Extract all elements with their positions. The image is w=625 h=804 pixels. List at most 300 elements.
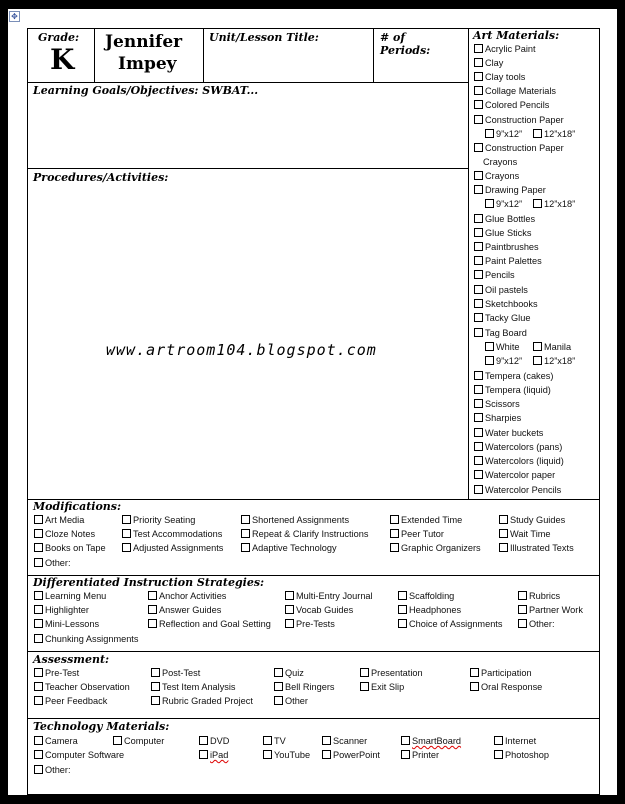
checkbox-item-cloze-notes[interactable] — [34, 529, 95, 540]
checkbox-label: Tacky Glue — [485, 313, 531, 323]
checkbox-item-oral-response[interactable] — [470, 682, 542, 693]
checkbox-item-other[interactable] — [34, 765, 71, 776]
divider — [94, 28, 95, 82]
checkbox-item-quiz[interactable] — [274, 668, 304, 679]
checkbox[interactable] — [390, 529, 399, 538]
checkbox-item-printer[interactable] — [401, 750, 439, 761]
checkbox-label: Teacher Observation — [45, 682, 130, 692]
divider — [27, 82, 468, 83]
checkbox-label: Tag Board — [485, 328, 527, 338]
checkbox-item-answer-guides[interactable] — [148, 605, 221, 616]
checkbox-label: Other: — [45, 558, 71, 568]
checkbox[interactable] — [494, 736, 503, 745]
checkbox-item-12-x18[interactable] — [533, 356, 575, 367]
checkbox-label: Exit Slip — [371, 682, 405, 692]
checkbox-item-shortened-assignments[interactable] — [241, 515, 349, 526]
checkbox[interactable] — [151, 696, 160, 705]
checkbox-item-mini-lessons[interactable] — [34, 619, 99, 630]
checkbox-label: Anchor Activities — [159, 591, 227, 601]
checkbox-label: 12”x18” — [544, 129, 576, 139]
checkbox[interactable] — [474, 86, 483, 95]
checkbox[interactable] — [474, 256, 483, 265]
checkbox-label: Watercolor Pencils — [485, 485, 562, 495]
checkbox-item-watercolors-pans[interactable] — [474, 442, 562, 453]
periods-label-2: Periods: — [380, 44, 431, 57]
checkbox-label: Clay tools — [485, 72, 526, 82]
checkbox-label: Paintbrushes — [485, 242, 539, 252]
checkbox[interactable] — [285, 591, 294, 600]
checkbox-label: Graphic Organizers — [401, 543, 481, 553]
checkbox-label: Photoshop — [505, 750, 549, 760]
checkbox[interactable] — [474, 100, 483, 109]
teacher-first-name[interactable]: Jennifer — [105, 32, 183, 52]
grade-label: Grade: — [38, 31, 80, 44]
checkbox[interactable] — [499, 529, 508, 538]
grade-value[interactable]: K — [50, 43, 75, 76]
checkbox-item-vocab-guides[interactable] — [285, 605, 353, 616]
checkbox[interactable] — [34, 515, 43, 524]
checkbox-label: Other: — [45, 765, 71, 775]
checkbox-item-study-guides[interactable] — [499, 515, 565, 526]
checkbox-item-9-x12[interactable] — [485, 199, 522, 210]
checkbox-label: Oral Response — [481, 682, 543, 692]
checkbox-item-illustrated-texts[interactable] — [499, 543, 574, 554]
checkbox[interactable] — [474, 242, 483, 251]
checkbox[interactable] — [474, 185, 483, 194]
checkbox-label: Presentation — [371, 668, 423, 678]
checkbox-item-glue-bottles[interactable] — [474, 214, 535, 225]
checkbox-item-paintbrushes[interactable] — [474, 242, 539, 253]
checkbox-item-tempera-liquid[interactable] — [474, 385, 551, 396]
checkbox-label: 12”x18” — [544, 199, 576, 209]
checkbox[interactable] — [390, 515, 399, 524]
checkbox-label: Bell Ringers — [285, 682, 335, 692]
checkbox[interactable] — [122, 529, 131, 538]
checkbox[interactable] — [322, 750, 331, 759]
checkbox-label: Oil pastels — [485, 285, 528, 295]
checkbox-label: Tempera (liquid) — [485, 385, 551, 395]
checkbox-item-ipad[interactable] — [199, 750, 228, 761]
checkbox-label: Choice of Assignments — [409, 619, 503, 629]
checkbox-item-teacher-observation[interactable] — [34, 682, 130, 693]
checkbox[interactable] — [151, 682, 160, 691]
checkbox[interactable] — [474, 313, 483, 322]
checkbox-label: Peer Tutor — [401, 529, 444, 539]
divider — [27, 651, 600, 652]
checkbox[interactable] — [474, 299, 483, 308]
checkbox-label: Headphones — [409, 605, 462, 615]
divider — [27, 718, 600, 719]
checkbox[interactable] — [474, 456, 483, 465]
checkbox-label: Watercolor paper — [485, 470, 556, 480]
checkbox-label: Answer Guides — [159, 605, 222, 615]
checkbox[interactable] — [485, 129, 494, 138]
checkbox[interactable] — [401, 750, 410, 759]
checkbox-item-repeat-clarify-instructions[interactable] — [241, 529, 368, 540]
checkbox-item-learning-menu[interactable] — [34, 591, 106, 602]
checkbox-item-reflection-and-goal-setting[interactable] — [148, 619, 271, 630]
checkbox[interactable] — [474, 270, 483, 279]
checkbox-label: Test Item Analysis — [162, 682, 236, 692]
checkbox-item-white[interactable] — [485, 342, 520, 353]
checkbox-item-participation[interactable] — [470, 668, 532, 679]
checkbox-item-computer[interactable] — [113, 736, 164, 747]
checkbox-label: Glue Bottles — [485, 214, 536, 224]
checkbox-label: Partner Work — [529, 605, 583, 615]
divider — [27, 168, 468, 169]
checkbox[interactable] — [470, 668, 479, 677]
checkbox-item-watercolor-pencils[interactable] — [474, 485, 561, 496]
checkbox[interactable] — [474, 143, 483, 152]
checkbox-item-other[interactable] — [274, 696, 308, 707]
periods-label: # of — [380, 31, 406, 44]
checkbox[interactable] — [34, 558, 43, 567]
checkbox-item-post-test[interactable] — [151, 668, 200, 679]
checkbox-item-acrylic-paint[interactable] — [474, 44, 536, 55]
checkbox-label: Books on Tape — [45, 543, 106, 553]
checkbox-item-crayons[interactable] — [474, 171, 519, 182]
checkbox-label: Rubrics — [529, 591, 561, 601]
checkbox[interactable] — [533, 199, 542, 208]
checkbox[interactable] — [34, 668, 43, 677]
checkbox-item-exit-slip[interactable] — [360, 682, 404, 693]
learning-goals-heading: Learning Goals/Objectives: SWBAT... — [33, 84, 259, 97]
checkbox[interactable] — [474, 442, 483, 451]
checkbox-item-glue-sticks[interactable] — [474, 228, 531, 239]
checkbox-label: Adjusted Assignments — [133, 543, 224, 553]
checkbox-item-computer-software[interactable] — [34, 750, 124, 761]
checkbox[interactable] — [263, 750, 272, 759]
checkbox[interactable] — [148, 619, 157, 628]
assessment-heading: Assessment: — [33, 653, 110, 666]
checkbox[interactable] — [401, 736, 410, 745]
checkbox-item-test-item-analysis[interactable] — [151, 682, 236, 693]
checkbox-item-sharpies[interactable] — [474, 413, 521, 424]
checkbox-item-internet[interactable] — [494, 736, 536, 747]
checkbox-item-manila[interactable] — [533, 342, 571, 353]
blog-watermark: www.artroom104.blogspot.com — [106, 341, 377, 359]
checkbox-label: Vocab Guides — [296, 605, 354, 615]
checkbox-label: DVD — [210, 736, 230, 746]
checkbox-item-9-x12[interactable] — [485, 129, 522, 140]
checkbox-item-tempera-cakes[interactable] — [474, 371, 553, 382]
checkbox[interactable] — [274, 682, 283, 691]
checkbox[interactable] — [151, 668, 160, 677]
checkbox-item-scissors[interactable] — [474, 399, 520, 410]
checkbox-label: Scissors — [485, 399, 520, 409]
checkbox-label: Computer Software — [45, 750, 125, 760]
checkbox-item-test-accommodations[interactable] — [122, 529, 222, 540]
checkbox[interactable] — [34, 543, 43, 552]
checkbox-item-rubric-graded-project[interactable] — [151, 696, 253, 707]
checkbox[interactable] — [34, 591, 43, 600]
checkbox-label: Manila — [544, 342, 572, 352]
checkbox[interactable] — [494, 750, 503, 759]
checkbox-item-construction-paper[interactable] — [474, 115, 564, 126]
divider — [468, 28, 469, 499]
checkbox-item-youtube[interactable] — [263, 750, 310, 761]
checkbox-label: Collage Materials — [485, 86, 556, 96]
checkbox-item-graphic-organizers[interactable] — [390, 543, 481, 554]
checkbox[interactable] — [241, 543, 250, 552]
checkbox-item-collage-materials[interactable] — [474, 86, 556, 97]
checkbox-item-adaptive-technology[interactable] — [241, 543, 337, 554]
checkbox-item-adjusted-assignments[interactable] — [122, 543, 223, 554]
checkbox-item-water-buckets[interactable] — [474, 428, 543, 439]
modifications-heading: Modifications: — [33, 500, 122, 513]
checkbox-label: Quiz — [285, 668, 304, 678]
checkbox[interactable] — [360, 682, 369, 691]
checkbox-item-construction-paper[interactable] — [474, 143, 564, 154]
checkbox-label: iPad — [210, 750, 229, 760]
unit-lesson-title-label: Unit/Lesson Title: — [209, 31, 319, 44]
checkbox[interactable] — [474, 428, 483, 437]
checkbox[interactable] — [34, 529, 43, 538]
checkbox[interactable] — [474, 413, 483, 422]
checkbox-item-anchor-activities[interactable] — [148, 591, 226, 602]
checkbox[interactable] — [474, 285, 483, 294]
checkbox-item-pencils[interactable] — [474, 270, 515, 281]
checkbox-label: Scanner — [333, 736, 368, 746]
checkbox[interactable] — [34, 736, 43, 745]
teacher-last-name[interactable]: Impey — [118, 54, 177, 74]
checkbox[interactable] — [474, 44, 483, 53]
checkbox-label: Camera — [45, 736, 78, 746]
checkbox-item-rubrics[interactable] — [518, 591, 560, 602]
checkbox-item-scaffolding[interactable] — [398, 591, 454, 602]
checkbox[interactable] — [518, 605, 527, 614]
checkbox-label: Chunking Assignments — [45, 634, 139, 644]
checkbox-item-other[interactable] — [518, 619, 555, 630]
checkbox[interactable] — [148, 591, 157, 600]
differentiated-heading: Differentiated Instruction Strategies: — [33, 576, 265, 589]
checkbox-item-powerpoint[interactable] — [322, 750, 380, 761]
checkbox[interactable] — [285, 605, 294, 614]
checkbox-label: Internet — [505, 736, 537, 746]
checkbox-item-wait-time[interactable] — [499, 529, 551, 540]
checkbox-label: Pre-Test — [45, 668, 80, 678]
checkbox[interactable] — [485, 342, 494, 351]
technology-heading: Technology Materials: — [33, 720, 170, 733]
checkbox[interactable] — [474, 228, 483, 237]
checkbox-label: Acrylic Paint — [485, 44, 536, 54]
checkbox-item-extended-time[interactable] — [390, 515, 462, 526]
checkbox-item-headphones[interactable] — [398, 605, 461, 616]
checkbox-label: Art Media — [45, 515, 85, 525]
checkbox-item-clay-tools[interactable] — [474, 72, 525, 83]
checkbox[interactable] — [474, 214, 483, 223]
checkbox-label: Test Accommodations — [133, 529, 223, 539]
checkbox[interactable] — [34, 765, 43, 774]
checkbox[interactable] — [122, 515, 131, 524]
checkbox[interactable] — [360, 668, 369, 677]
checkbox-item-12-x18[interactable] — [533, 129, 575, 140]
checkbox-item-chunking-assignments[interactable] — [34, 634, 138, 645]
checkbox-item-presentation[interactable] — [360, 668, 423, 679]
checkbox-label: Pre-Tests — [296, 619, 335, 629]
table-move-handle-icon[interactable]: ✥ — [9, 11, 20, 22]
checkbox-item-photoshop[interactable] — [494, 750, 549, 761]
procedures-heading: Procedures/Activities: — [33, 171, 169, 184]
checkbox-label: Sketchbooks — [485, 299, 538, 309]
checkbox-label: Shortened Assignments — [252, 515, 350, 525]
checkbox[interactable] — [199, 750, 208, 759]
checkbox-label: Extended Time — [401, 515, 463, 525]
checkbox-label: Watercolors (liquid) — [485, 456, 564, 466]
checkbox-item-peer-feedback[interactable] — [34, 696, 107, 707]
checkbox[interactable] — [499, 543, 508, 552]
checkbox-item-books-on-tape[interactable] — [34, 543, 106, 554]
checkbox[interactable] — [474, 470, 483, 479]
checkbox-label: Repeat & Clarify Instructions — [252, 529, 369, 539]
checkbox[interactable] — [474, 115, 483, 124]
checkbox-item-colored-pencils[interactable] — [474, 100, 549, 111]
checkbox-label: Learning Menu — [45, 591, 107, 601]
checkbox[interactable] — [474, 171, 483, 180]
checkbox-item-pre-tests[interactable] — [285, 619, 335, 630]
checkbox[interactable] — [34, 682, 43, 691]
checkbox[interactable] — [34, 750, 43, 759]
checkbox-item-art-media[interactable] — [34, 515, 84, 526]
checkbox-label: 9”x12” — [496, 356, 523, 366]
checkbox-item-multi-entry-journal[interactable] — [285, 591, 373, 602]
checkbox-label: Wait Time — [510, 529, 551, 539]
checkbox-label: Peer Feedback — [45, 696, 108, 706]
checkbox[interactable] — [474, 399, 483, 408]
checkbox-item-scanner[interactable] — [322, 736, 367, 747]
checkbox-item-camera[interactable] — [34, 736, 78, 747]
checkbox[interactable] — [113, 736, 122, 745]
checkbox-label: Scaffolding — [409, 591, 455, 601]
checkbox[interactable] — [241, 515, 250, 524]
checkbox-label: Crayons — [483, 157, 518, 167]
checkbox-label: Construction Paper — [485, 143, 564, 153]
checkbox[interactable] — [398, 605, 407, 614]
checkbox-item-watercolor-paper[interactable] — [474, 470, 555, 481]
checkbox-label: Paint Palettes — [485, 256, 542, 266]
checkbox[interactable] — [122, 543, 131, 552]
checkbox[interactable] — [241, 529, 250, 538]
checkbox-label: Sharpies — [485, 413, 522, 423]
checkbox[interactable] — [34, 634, 43, 643]
checkbox-item-tag-board[interactable] — [474, 328, 527, 339]
checkbox[interactable] — [398, 619, 407, 628]
checkbox-label: Reflection and Goal Setting — [159, 619, 271, 629]
checkbox-label: Other: — [529, 619, 555, 629]
divider — [373, 28, 374, 82]
checkbox-label: 12”x18” — [544, 356, 576, 366]
checkbox[interactable] — [398, 591, 407, 600]
checkbox[interactable] — [474, 385, 483, 394]
checkbox-item-watercolors-liquid[interactable] — [474, 456, 564, 467]
checkbox-label: Mini-Lessons — [45, 619, 100, 629]
checkbox[interactable] — [485, 199, 494, 208]
checkbox[interactable] — [274, 696, 283, 705]
checkbox[interactable] — [499, 515, 508, 524]
checkbox[interactable] — [148, 605, 157, 614]
checkbox-item-dvd[interactable] — [199, 736, 229, 747]
checkbox-label: PowerPoint — [333, 750, 380, 760]
checkbox-label: TV — [274, 736, 286, 746]
checkbox-item-other[interactable] — [34, 558, 71, 569]
checkbox[interactable] — [533, 129, 542, 138]
checkbox-item-tacky-glue[interactable] — [474, 313, 530, 324]
checkbox-label: Other — [285, 696, 308, 706]
checkbox-label: Glue Sticks — [485, 228, 532, 238]
checkbox-item-smartboard[interactable] — [401, 736, 461, 747]
checkbox-label: Drawing Paper — [485, 185, 546, 195]
checkbox[interactable] — [285, 619, 294, 628]
checkbox[interactable] — [518, 591, 527, 600]
checkbox[interactable] — [470, 682, 479, 691]
checkbox-label: Highlighter — [45, 605, 89, 615]
checkbox-item-priority-seating[interactable] — [122, 515, 195, 526]
checkbox-label: Multi-Entry Journal — [296, 591, 373, 601]
checkbox[interactable] — [474, 58, 483, 67]
checkbox[interactable] — [518, 619, 527, 628]
checkbox-label: Priority Seating — [133, 515, 196, 525]
checkbox-item-clay[interactable] — [474, 58, 503, 69]
checkbox[interactable] — [34, 605, 43, 614]
checkbox-item-choice-of-assignments[interactable] — [398, 619, 502, 630]
checkbox-label: Watercolors (pans) — [485, 442, 563, 452]
checkbox[interactable] — [322, 736, 331, 745]
checkbox-label: Computer — [124, 736, 165, 746]
checkbox-label: Printer — [412, 750, 440, 760]
checkbox-item-crayons[interactable] — [483, 157, 517, 168]
checkbox-label: White — [496, 342, 520, 352]
checkbox[interactable] — [474, 328, 483, 337]
checkbox[interactable] — [533, 356, 542, 365]
checkbox-label: Participation — [481, 668, 532, 678]
checkbox-label: SmartBoard — [412, 736, 462, 746]
checkbox-item-tv[interactable] — [263, 736, 286, 747]
checkbox-item-12-x18[interactable] — [533, 199, 575, 210]
checkbox[interactable] — [474, 485, 483, 494]
checkbox-item-highlighter[interactable] — [34, 605, 89, 616]
checkbox[interactable] — [34, 619, 43, 628]
checkbox-item-sketchbooks[interactable] — [474, 299, 538, 310]
checkbox-label: Water buckets — [485, 428, 544, 438]
checkbox[interactable] — [474, 371, 483, 380]
checkbox[interactable] — [263, 736, 272, 745]
checkbox-label: Adaptive Technology — [252, 543, 337, 553]
checkbox-item-drawing-paper[interactable] — [474, 185, 546, 196]
checkbox[interactable] — [474, 72, 483, 81]
checkbox-label: Colored Pencils — [485, 100, 550, 110]
checkbox-item-pre-test[interactable] — [34, 668, 79, 679]
checkbox[interactable] — [274, 668, 283, 677]
checkbox-label: Crayons — [485, 171, 520, 181]
checkbox-item-bell-ringers[interactable] — [274, 682, 335, 693]
checkbox-item-paint-palettes[interactable] — [474, 256, 542, 267]
checkbox-label: 9”x12” — [496, 129, 523, 139]
checkbox-item-peer-tutor[interactable] — [390, 529, 444, 540]
checkbox[interactable] — [390, 543, 399, 552]
checkbox-label: 9”x12” — [496, 199, 523, 209]
checkbox[interactable] — [485, 356, 494, 365]
checkbox-item-partner-work[interactable] — [518, 605, 583, 616]
art-materials-heading: Art Materials: — [473, 29, 560, 42]
checkbox-label: Illustrated Texts — [510, 543, 574, 553]
checkbox-item-9-x12[interactable] — [485, 356, 522, 367]
checkbox[interactable] — [533, 342, 542, 351]
checkbox-item-oil-pastels[interactable] — [474, 285, 528, 296]
checkbox[interactable] — [34, 696, 43, 705]
divider — [203, 28, 204, 82]
checkbox[interactable] — [199, 736, 208, 745]
checkbox-label: YouTube — [274, 750, 311, 760]
